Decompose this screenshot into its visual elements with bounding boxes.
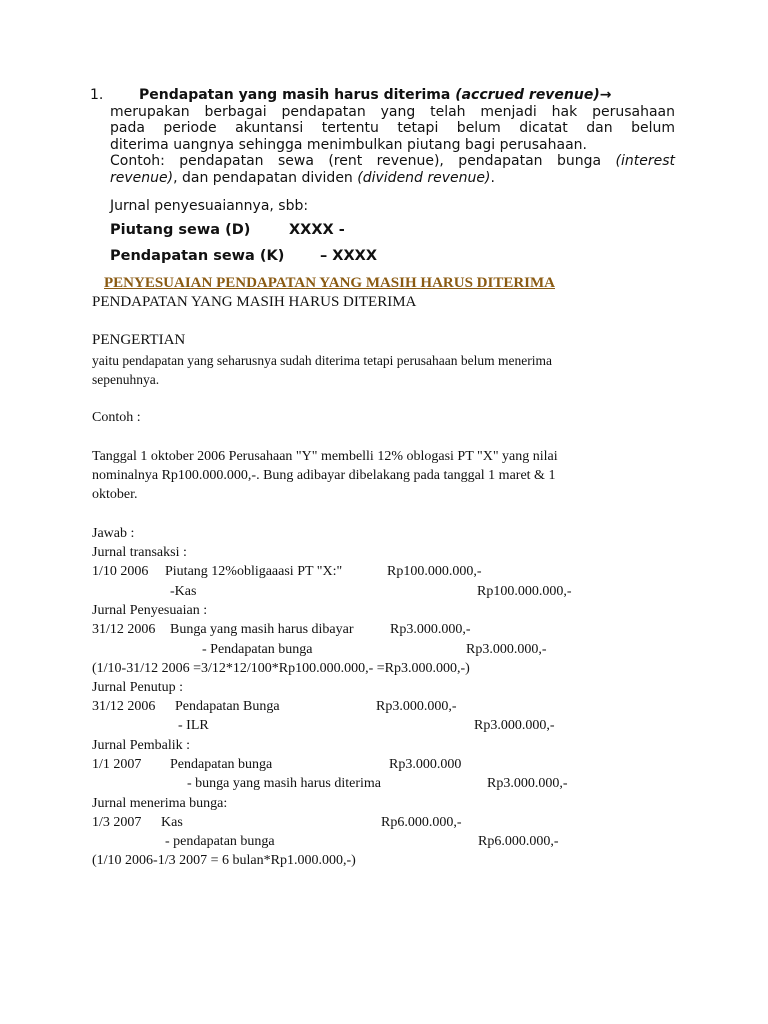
journal-label: Jurnal Pembalik :	[92, 738, 190, 753]
journal-label: Jurnal transaksi :	[92, 545, 187, 560]
pengertian-text: yaitu pendapatan yang seharusnya sudah diterima tetapi perusahaan belum menerima	[92, 353, 552, 368]
jawab-label: Jawab :	[92, 526, 135, 541]
journal-calc: (1/10-31/12 2006 =3/12*12/100*Rp100.000.000,- =Rp3.000.000,-)	[92, 661, 470, 676]
section-heading	[139, 87, 612, 103]
para-line: merupakan berbagai pendapatan yang telah menjadi hak perusahaan	[110, 104, 675, 120]
contoh-line-1	[110, 153, 675, 169]
journal-account: - ILR	[178, 718, 209, 733]
contoh-text: .	[490, 169, 495, 186]
journal-account: - bunga yang masih harus diterima	[187, 776, 382, 791]
journal-account: Kas	[161, 815, 183, 830]
example-text: Tanggal 1 oktober 2006 Perusahaan "Y" membelli 12% oblogasi PT "X" yang nilai	[92, 449, 558, 464]
journal-account: Pendapatan bunga	[170, 757, 273, 772]
journal-label: Jurnal menerima bunga:	[92, 796, 228, 811]
example-text: oktober.	[92, 487, 138, 502]
para-line: pada periode akuntansi tertentu tetapi belum dicatat dan belum	[110, 120, 675, 137]
definition-paragraph	[110, 104, 675, 186]
contoh-italic: (dividend revenue)	[357, 169, 491, 186]
contoh-label: Contoh :	[92, 410, 141, 425]
list-number: 1.	[90, 87, 104, 103]
journal-date: 1/1 2007	[92, 757, 142, 772]
journal-calc: (1/10 2006-1/3 2007 = 6 bulan*Rp1.000.000,-)	[92, 853, 356, 868]
journal-label: Jurnal Penyesuaian :	[92, 603, 208, 618]
journal-amount: XXXX -	[289, 222, 345, 238]
journal-date: 31/12 2006	[92, 622, 156, 637]
journal-account: Pendapatan Bunga	[175, 699, 280, 714]
journal-date: 1/10 2006	[92, 564, 149, 579]
journal-account: - Pendapatan bunga	[202, 642, 313, 657]
contoh-line-2	[110, 170, 675, 186]
journal-debit: Rp3.000.000,-	[376, 699, 457, 714]
section-title: PENYESUAIAN PENDAPATAN YANG MASIH HARUS DITERIMA	[104, 275, 556, 291]
arrow-icon: →	[599, 87, 612, 103]
journal-account: Pendapatan sewa (K)	[110, 248, 285, 264]
journal-account: Piutang 12%obligaaasi PT "X:"	[165, 564, 343, 579]
journal-account: Bunga yang masih harus dibayar	[170, 622, 354, 637]
journal-account: -Kas	[170, 584, 197, 599]
journal-date: 1/3 2007	[92, 815, 142, 830]
journal-date: 31/12 2006	[92, 699, 156, 714]
journal-credit: Rp3.000.000,-	[474, 718, 555, 733]
journal-amount: – XXXX	[320, 248, 378, 264]
journal-debit: Rp100.000.000,-	[387, 564, 482, 579]
pengertian-text: sepenuhnya.	[92, 372, 160, 387]
journal-credit: Rp3.000.000,-	[466, 642, 547, 657]
heading-italic: (accrued revenue)	[455, 87, 600, 103]
journal-credit: Rp100.000.000,-	[477, 584, 572, 599]
section-subtitle: PENDAPATAN YANG MASIH HARUS DITERIMA	[92, 294, 417, 310]
journal-account: Piutang sewa (D)	[110, 222, 251, 238]
journal-credit: Rp3.000.000,-	[487, 776, 568, 791]
contoh-text: Contoh: pendapatan sewa (rent revenue), pendapatan bunga	[110, 153, 616, 170]
journal-debit: Rp6.000.000,-	[381, 815, 462, 830]
journal-debit: Rp3.000.000	[389, 757, 462, 772]
contoh-italic: (interest	[615, 153, 675, 170]
journal-debit: Rp3.000.000,-	[390, 622, 471, 637]
journal-account: - pendapatan bunga	[165, 834, 275, 849]
example-text: nominalnya Rp100.000.000,-. Bung adibayar dibelakang pada tanggal 1 maret & 1	[92, 468, 556, 483]
journal-label: Jurnal Penutup :	[92, 680, 183, 695]
journal-credit: Rp6.000.000,-	[478, 834, 559, 849]
pengertian-label: PENGERTIAN	[92, 332, 186, 348]
contoh-italic: revenue)	[110, 169, 174, 186]
jurnal-intro: Jurnal penyesuaiannya, sbb:	[110, 198, 309, 214]
contoh-text: , dan pendapatan dividen	[173, 169, 358, 186]
heading-text: Pendapatan yang masih harus diterima	[139, 87, 456, 103]
para-line: diterima uangnya sehingga menimbulkan piutang bagi perusahaan.	[110, 136, 587, 153]
